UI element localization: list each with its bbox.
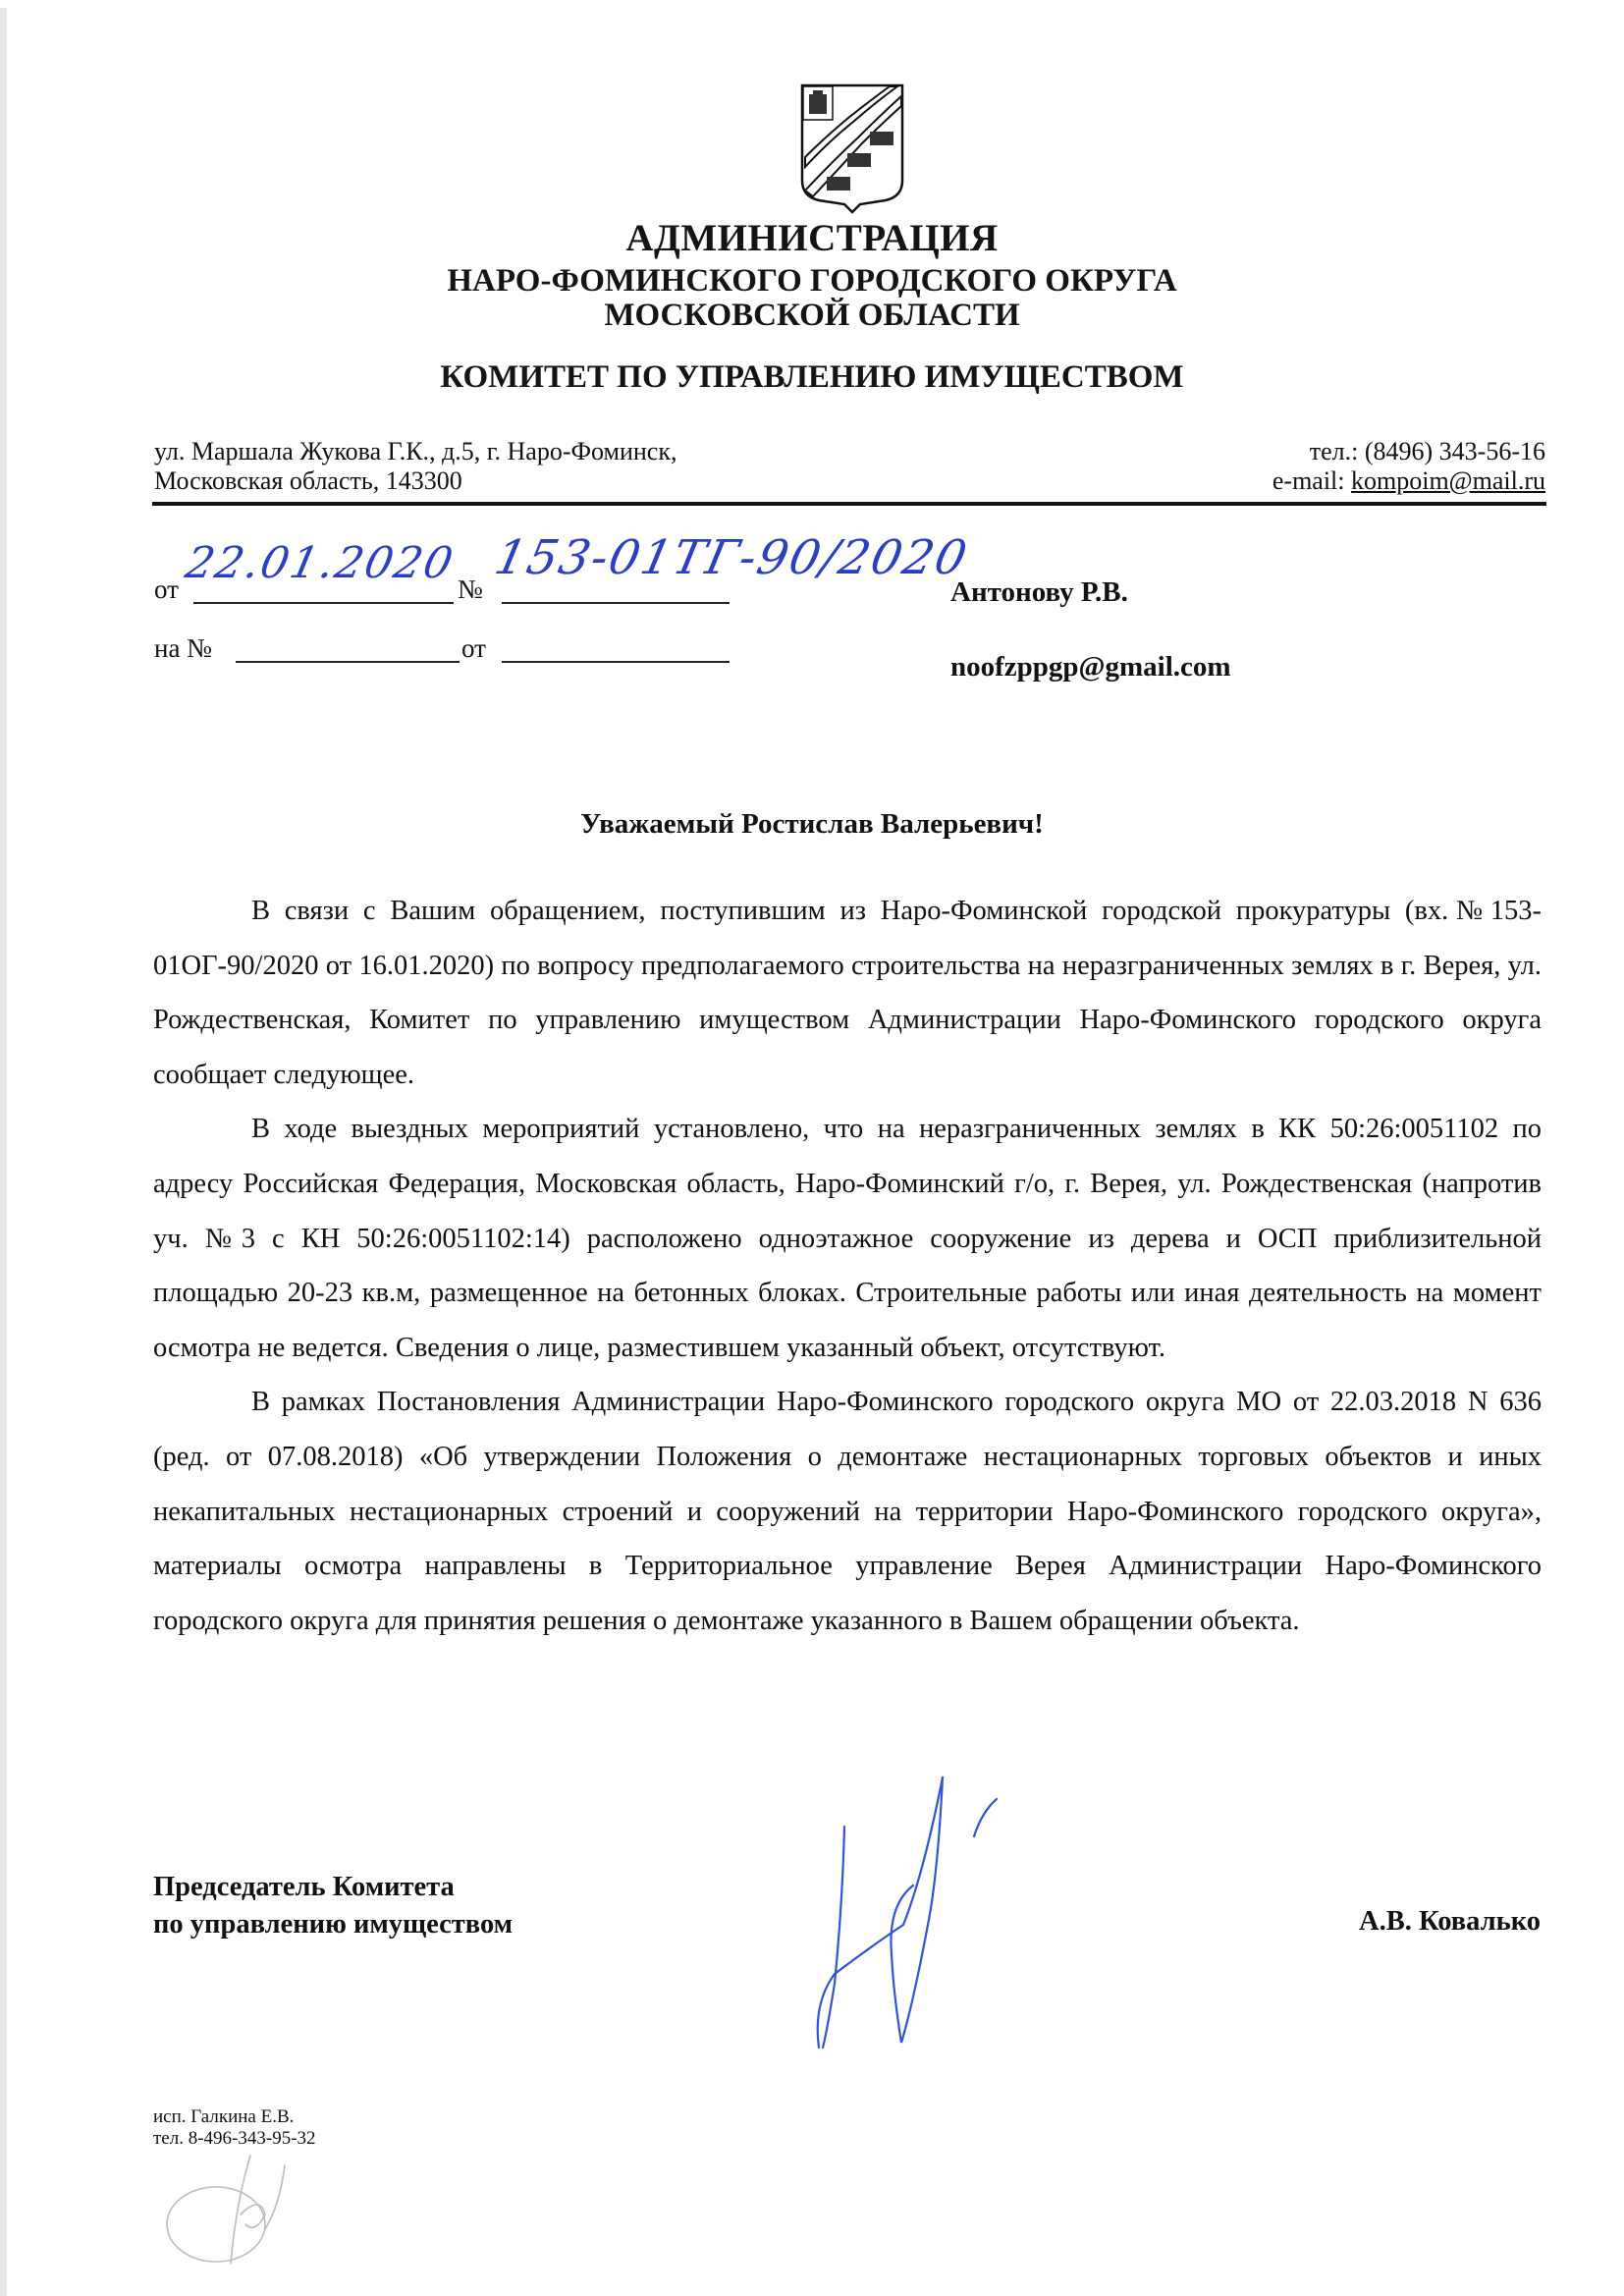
paragraph: В ходе выездных мероприятий установлено, что на неразграниченных землях в КК 50:26:0051102 по адресу Российская Федерация, Московская область, Наро-Фоминский г/о, г. Верея, ул. Рождественская (напротив уч. №3 с КН 50:26:0051102:14) расположено одноэтажное сооружение из дерева и ОСП приблизительной площадью 20-23 кв.м, размещенное на бетонных блоках. Строительные работы или иная деятельность на момент осмотра не ведется. Сведения о лице, разместившем указанный объект, отсутствуют. [153, 1114, 1542, 1363]
reply-date-label: от [461, 633, 486, 663]
signer-position-line-2: по управлению имуществом [153, 1909, 514, 1940]
outgoing-date-label: от [154, 574, 179, 604]
outgoing-date-line [193, 602, 454, 604]
org-email-line [1272, 466, 1545, 496]
signer-position-line-1: Председатель Комитета [153, 1872, 455, 1902]
header-divider [152, 502, 1546, 506]
paragraph: В рамках Постановления Администрации Наро-Фоминского городского округа МО от 22.03.2018 N 636 (ред. от 07.08.2018) «Об утверждении Положения о демонтаже нестационарных торговых объектов и иных некапитальных нестационарных строений и сооружений на территории Наро-Фоминского городского округа», материалы осмотра направлены в Территориальное управление Верея Администрации Наро-Фоминского городского округа для принятия решения о демонтаже указанного в Вашем обращении объекта. [153, 1387, 1542, 1636]
signer-position [153, 1869, 513, 1943]
org-address [154, 437, 677, 496]
org-subtitle: НАРО-ФОМИНСКОГО ГОРОДСКОГО ОКРУГА [447, 263, 1177, 299]
executor-info [153, 2106, 316, 2150]
org-title: АДМИНИСТРАЦИЯ [625, 217, 999, 259]
recipient-name: Антонову Р.В. [950, 576, 1128, 608]
department-title: КОМИТЕТ ПО УПРАВЛЕНИЮ ИМУЩЕСТВОМ [440, 359, 1184, 395]
address-line-2: Московская область, 143300 [154, 466, 462, 495]
recipient-email[interactable]: noofzppgp@gmail.com [950, 651, 1231, 683]
signer-name: А.В. Ковалько [1359, 1906, 1541, 1937]
greeting: Уважаемый Ростислав Валерьевич! [580, 808, 1044, 840]
outgoing-number-line [502, 602, 730, 604]
executor-name: исп. Галкина Е.В. [153, 2106, 295, 2127]
outgoing-number-label: № [458, 574, 483, 604]
org-email-link[interactable]: kompoim@mail.ru [1351, 466, 1545, 495]
email-label: e-mail: [1272, 466, 1352, 495]
executor-phone: тел. 8-496-343-95-32 [153, 2128, 316, 2149]
reply-number-label: на № [154, 633, 212, 663]
coat-of-arms-icon [799, 82, 905, 214]
paragraph: В связи с Вашим обращением, поступившим из Наро-Фоминской городской прокуратуры (вх.№153-01ОГ-90/2020 от 16.01.2020) по вопросу предполагаемого строительства на неразграниченных землях в г. Верея, ул. Рождественская, Комитет по управлению имуществом Администрации Наро-Фоминского городского округа сообщает следующее. [153, 896, 1542, 1090]
letter-body [153, 884, 1542, 1648]
scan-edge-shadow [0, 8, 7, 2296]
address-line-1: ул. Маршала Жукова Г.К., д.5, г. Наро-Фоминск, [154, 437, 677, 465]
executor-initials-icon [157, 2146, 334, 2273]
handwritten-date: 22.01.2020 [181, 538, 460, 588]
reply-number-line [236, 661, 460, 663]
reply-date-line [502, 661, 730, 663]
handwritten-signature-icon [805, 1758, 1001, 2052]
org-contacts [1272, 437, 1545, 496]
handwritten-number: 153-01ТГ-90/2020 [490, 530, 974, 585]
org-phone: тел.: (8496) 343-56-16 [1309, 437, 1545, 465]
org-region: МОСКОВСКОЙ ОБЛАСТИ [604, 298, 1020, 333]
